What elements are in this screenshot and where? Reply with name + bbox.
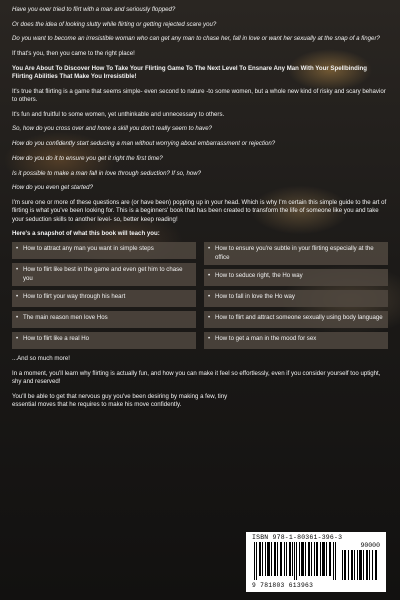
list-item: • How to seduce right, the Ho way xyxy=(204,269,388,286)
bullet-icon: • xyxy=(16,266,19,274)
question: Is it possible to make a man fall in love through seduction? If so, how? xyxy=(12,169,202,177)
paragraph: I'm sure one or more of these questions are (or have been) popping up in your head. Which is why I'm certain this simple guide to the art of flirting is what you've been looking for. This is a beginners' book that has been created to transform the life of someone like you and take your seduction skills to another level- so, better keep reading! xyxy=(12,199,387,223)
list-item: • The main reason men love Hos xyxy=(12,311,196,328)
call-to-action: If that's you, then you came to the right place! xyxy=(12,50,135,58)
paragraph: It's true that flirting is a game that seems simple- even second to nature -to some women, but a whole new kind of risky and scary behavior to others. xyxy=(12,87,386,104)
snapshot-heading: Here's a snapshot of what this book will teach you: xyxy=(12,230,160,238)
list-item: • How to attract any man you want in simple steps xyxy=(12,242,196,259)
list-item: • How to flirt and attract someone sexually using body language xyxy=(204,311,388,328)
snapshot-left-column xyxy=(12,242,196,352)
question: Or does the idea of looking slutty while flirting or getting rejected scare you? xyxy=(12,20,217,28)
paragraph: In a moment, you'll learn why flirting is actually fun, and how you can make it feel so effortlessly, even if you consider yourself too uptight, shy and reserved! xyxy=(12,369,381,385)
question: How do you confidently start seducing a man without worrying about embarrassment or rejection? xyxy=(12,140,276,148)
question: How do you do it to ensure you get it right the first time? xyxy=(12,154,163,162)
bullet-icon: • xyxy=(16,292,19,300)
bullet-icon: • xyxy=(208,245,211,253)
bullet-icon: • xyxy=(208,271,211,279)
barcode-bars-icon xyxy=(254,542,336,580)
paragraph: It's fun and fruitful to some women, yet unthinkable and unnecessary to others. xyxy=(12,110,225,118)
bullet-icon: • xyxy=(16,334,19,342)
bullet-icon: • xyxy=(208,334,211,342)
bullet-icon: • xyxy=(16,245,19,253)
and-more: ...And so much more! xyxy=(12,354,70,362)
price-barcode-icon xyxy=(342,550,378,580)
question: Have you ever tried to flirt with a man and seriously flopped? xyxy=(12,6,176,13)
bullet-icon: • xyxy=(16,313,19,321)
question: So, how do you cross over and hone a skill you don't really seem to have? xyxy=(12,125,213,133)
list-item: • How to fall in love the Ho way xyxy=(204,290,388,307)
isbn-barcode xyxy=(246,532,386,592)
list-item: • How to flirt your way through his heart xyxy=(12,290,196,307)
paragraph: You'll be able to get that nervous guy you've been desiring by making a few, tiny essential moves that he requires to make his move confidently. xyxy=(12,392,228,408)
list-item: • How to flirt like a real Ho xyxy=(12,332,196,349)
question: How do you even get started? xyxy=(12,184,93,192)
isbn-label: ISBN 978-1-80361-396-3 xyxy=(252,534,343,541)
snapshot-right-column xyxy=(204,242,388,352)
back-cover-text xyxy=(12,6,388,415)
price-code: 90000 xyxy=(360,542,380,549)
headline: You Are About To Discover How To Take Your Flirting Game To The Next Level To Ensnare Any Man With Your Spellbinding Flirting Abilities That Make You Irresistible! xyxy=(12,64,367,81)
bullet-icon: • xyxy=(208,292,211,300)
question: Do you want to become an irresistible woman who can get any man to chase her, fall in love or want her sexually at the snap of a finger? xyxy=(12,35,380,43)
list-item: • How to ensure you're subtle in your flirting especially at the office xyxy=(204,242,388,264)
snapshot-list xyxy=(12,242,388,352)
bullet-icon: • xyxy=(208,313,211,321)
list-item: • How to flirt like best in the game and even get him to chase you xyxy=(12,263,196,285)
list-item: • How to get a man in the mood for sex xyxy=(204,332,388,349)
isbn-digits: 9 781803 613963 xyxy=(252,582,314,589)
